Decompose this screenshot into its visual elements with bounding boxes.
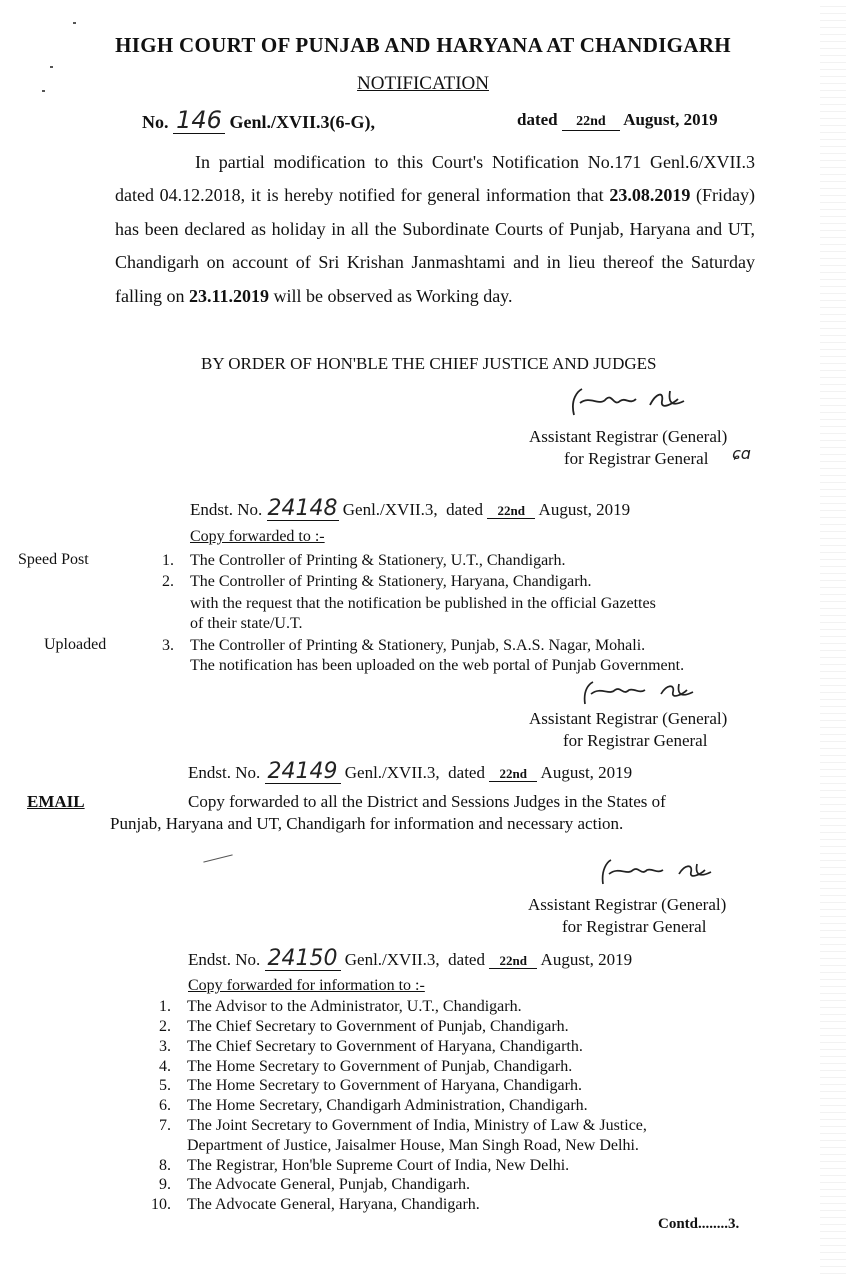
continued-marker: Contd........3. bbox=[658, 1216, 740, 1232]
initials-1: ɕɑ bbox=[732, 444, 751, 463]
signatory-subtitle-3: for Registrar General bbox=[562, 917, 707, 936]
endorsement-1-number: Endst. No. 24148 Genl./XVII.3, dated 22nd August, 2019 bbox=[190, 496, 631, 521]
email-note: EMAIL bbox=[27, 792, 85, 811]
copy-forwarded-label-1: Copy forwarded to :- bbox=[190, 528, 325, 545]
list-item: 2. The Controller of Printing & Stationery, Haryana, Chandigarh. bbox=[162, 573, 592, 590]
copy-forwarded-line-2: Punjab, Haryana and UT, Chandigarh for information and necessary action. bbox=[110, 814, 624, 833]
handwritten-endorsement-number-3: 24150 bbox=[265, 947, 341, 971]
list-item: of their state/U.T. bbox=[190, 615, 303, 632]
notification-heading: NOTIFICATION bbox=[357, 73, 489, 94]
scan-edge-noise bbox=[820, 0, 846, 1280]
speed-post-note: Speed Post bbox=[18, 551, 89, 568]
notification-number-line: No. 146 Genl./XVII.3(6-G), bbox=[142, 106, 375, 134]
list-item: 10. The Advocate General, Haryana, Chandigarh. bbox=[151, 1196, 480, 1213]
scan-speck bbox=[73, 22, 76, 24]
signatory-subtitle-2: for Registrar General bbox=[563, 731, 708, 750]
list-item: The notification has been uploaded on the web portal of Punjab Government. bbox=[190, 657, 685, 674]
scan-speck bbox=[42, 90, 45, 92]
list-item: Department of Justice, Jaisalmer House, Man Singh Road, New Delhi. bbox=[187, 1137, 639, 1154]
list-item: 1. The Advisor to the Administrator, U.T., Chandigarh. bbox=[159, 998, 522, 1015]
notification-body: In partial modification to this Court's Notification No.171 Genl.6/XVII.3 dated 04.12.2018, it is hereby notified for general information that 23.08.2019 (Friday) has been declared as holiday in all the Subordinate Courts of Punjab, Haryana and UT, Chandigarh on account of Sri Krishan Janmashtami and in lieu thereof the Saturday falling on 23.11.2019 will be observed as Working day. bbox=[115, 152, 756, 306]
handwritten-endorsement-number-1: 24148 bbox=[267, 496, 338, 521]
signature-3 bbox=[593, 856, 723, 890]
court-title: HIGH COURT OF PUNJAB AND HARYANA AT CHANDIGARH bbox=[115, 33, 731, 57]
handwritten-endorsement-number-2: 24149 bbox=[265, 760, 341, 784]
signatory-title-3: Assistant Registrar (General) bbox=[528, 895, 727, 914]
copy-forwarded-line-1: Copy forwarded to all the District and Sessions Judges in the States of bbox=[188, 792, 666, 811]
list-item: 6. The Home Secretary, Chandigarh Administration, Chandigarh. bbox=[159, 1097, 588, 1114]
signature-1 bbox=[560, 385, 700, 425]
signatory-title-1: Assistant Registrar (General) bbox=[529, 427, 728, 446]
notification-date: dated 22nd August, 2019 bbox=[517, 110, 718, 129]
scan-speck bbox=[203, 854, 232, 862]
list-item: 5. The Home Secretary to Government of Haryana, Chandigarh. bbox=[159, 1077, 582, 1094]
list-item: 2. The Chief Secretary to Government of Punjab, Chandigarh. bbox=[159, 1018, 569, 1035]
list-item: 4. The Home Secretary to Government of Punjab, Chandigarh. bbox=[159, 1058, 573, 1075]
list-item: 1. The Controller of Printing & Stationery, U.T., Chandigarh. bbox=[162, 552, 566, 569]
signatory-title-2: Assistant Registrar (General) bbox=[529, 709, 728, 728]
signatory-subtitle-1: for Registrar General bbox=[564, 449, 709, 468]
copy-forwarded-label-3: Copy forwarded for information to :- bbox=[188, 977, 425, 994]
list-item: 3. The Controller of Printing & Stationery, Punjab, S.A.S. Nagar, Mohali. bbox=[162, 637, 646, 654]
list-item: 9. The Advocate General, Punjab, Chandigarh. bbox=[159, 1176, 471, 1193]
endorsement-2-number: Endst. No. 24149 Genl./XVII.3, dated 22nd August, 2019 bbox=[188, 759, 633, 784]
signature-2 bbox=[575, 678, 705, 710]
scan-speck bbox=[50, 66, 53, 68]
by-order-line: BY ORDER OF HON'BLE THE CHIEF JUSTICE AND JUDGES bbox=[201, 354, 657, 373]
list-item: 7. The Joint Secretary to Government of India, Ministry of Law & Justice, bbox=[159, 1117, 647, 1134]
uploaded-note: Uploaded bbox=[44, 636, 107, 653]
handwritten-notification-number: 146 bbox=[173, 108, 225, 134]
list-item: 3. The Chief Secretary to Government of Haryana, Chandigarth. bbox=[159, 1038, 583, 1055]
list-item: 8. The Registrar, Hon'ble Supreme Court of India, New Delhi. bbox=[159, 1157, 570, 1174]
list-item: with the request that the notification be published in the official Gazettes bbox=[190, 595, 656, 612]
endorsement-3-number: Endst. No. 24150 Genl./XVII.3, dated 22nd August, 2019 bbox=[188, 946, 633, 971]
